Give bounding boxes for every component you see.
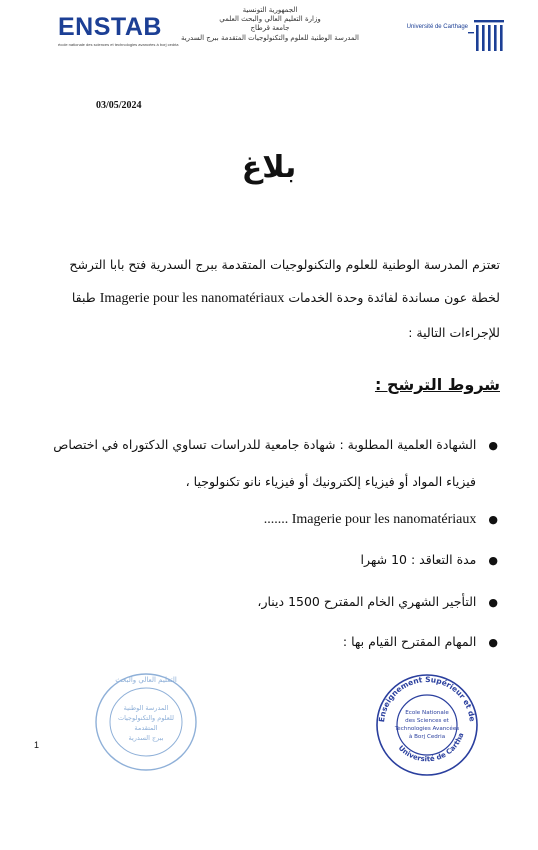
- enstab-logo: [58, 13, 179, 58]
- header-line-school: المدرسة الوطنية للعلوم والتكنولوجيات المتقدمة ببرج السدرية: [180, 33, 360, 42]
- svg-text:des Sciences et: des Sciences et: [405, 718, 449, 724]
- condition-duration-text: مدة التعاقد : 10 شهرا: [360, 552, 477, 567]
- condition-item-tasks: [343, 634, 498, 649]
- svg-text:المتقدمة: المتقدمة: [134, 724, 158, 732]
- document-date: 03/05/2024: [96, 100, 142, 111]
- svg-text:Enseignement Supérieur et de l: Enseignement Supérieur et de: [377, 674, 477, 723]
- service-unit-name: Imagerie pour les nanomatériaux: [99, 291, 285, 306]
- condition-degree-text: الشهادة العلمية المطلوبة : شهادة جامعية للدراسات تساوي الدكتوراه في اختصاص: [53, 437, 477, 452]
- bullet-icon: ●: [488, 439, 498, 452]
- bullet-icon: ●: [488, 554, 498, 567]
- intro-line-1: تعتزم المدرسة الوطنية للعلوم والتكنولوجيات المتقدمة ببرج السدرية فتح بابا الترشح: [69, 257, 500, 272]
- svg-text:للعلوم والتكنولوجيات: للعلوم والتكنولوجيات: [117, 714, 175, 722]
- intro-line-3: للإجراءات التالية :: [408, 325, 500, 340]
- svg-text:Ecole Nationale: Ecole Nationale: [405, 710, 449, 716]
- intro-line-2-end: طبقا: [71, 290, 96, 305]
- svg-text:ببرج السدرية: ببرج السدرية: [128, 734, 164, 742]
- header-line-ministry: وزارة التعليم العالي والبحث العلمي: [219, 15, 321, 24]
- conditions-heading: شروط الترشح :: [374, 375, 500, 394]
- stamp-seal-icon: [372, 670, 482, 780]
- official-school-stamp: [372, 670, 482, 780]
- svg-text:التعليم العالي والبحث: التعليم العالي والبحث: [115, 676, 177, 684]
- header-line-republic: الجمهورية التونسية: [242, 6, 298, 14]
- svg-text:Université de Carthage: Université de Cartha: [396, 731, 466, 764]
- faded-arabic-stamp: [92, 668, 200, 776]
- bullet-icon: ●: [488, 636, 498, 649]
- condition-unit-text: ....... Imagerie pour les nanomatériaux: [263, 512, 477, 527]
- enstab-logo-text: ENSTAB: [58, 13, 162, 41]
- intro-line-2: [40, 290, 500, 307]
- condition-item-degree: [53, 437, 498, 452]
- header-line-university: جامعة قرطاج: [250, 24, 290, 33]
- condition-item-salary: [257, 594, 498, 609]
- enstab-logo-tagline: école nationale des sciences et technologies avancées à borj cedria: [58, 42, 179, 47]
- svg-text:à Borj Cedria: à Borj Cedria: [408, 734, 446, 740]
- bullet-icon: ●: [488, 513, 498, 526]
- institution-header: [150, 6, 390, 43]
- stamp-seal-icon: [92, 668, 200, 776]
- columns-icon: [400, 12, 512, 58]
- svg-text:Technologies Avancées: Technologies Avancées: [394, 726, 460, 732]
- university-carthage-logo: [400, 12, 512, 58]
- condition-degree-continuation: فيزياء المواد أو فيزياء إلكترونيك أو فيزياء نانو تكنولوجيا ،: [185, 474, 476, 489]
- condition-item-unit: [264, 511, 498, 528]
- condition-salary-text: التأجير الشهري الخام المقترح 1500 دينار،: [257, 594, 477, 609]
- page-number: 1: [34, 740, 40, 750]
- bullet-icon: ●: [488, 596, 498, 609]
- intro-line-2-start: لخطة عون مساندة لفائدة وحدة الخدمات: [288, 290, 500, 305]
- svg-text:المدرسة الوطنية: المدرسة الوطنية: [123, 704, 169, 712]
- document-title: بلاغ: [241, 150, 297, 185]
- university-carthage-text: Université de Carthage: [406, 24, 468, 30]
- condition-tasks-text: المهام المقترح القيام بها :: [342, 634, 477, 649]
- condition-item-duration: [361, 552, 498, 567]
